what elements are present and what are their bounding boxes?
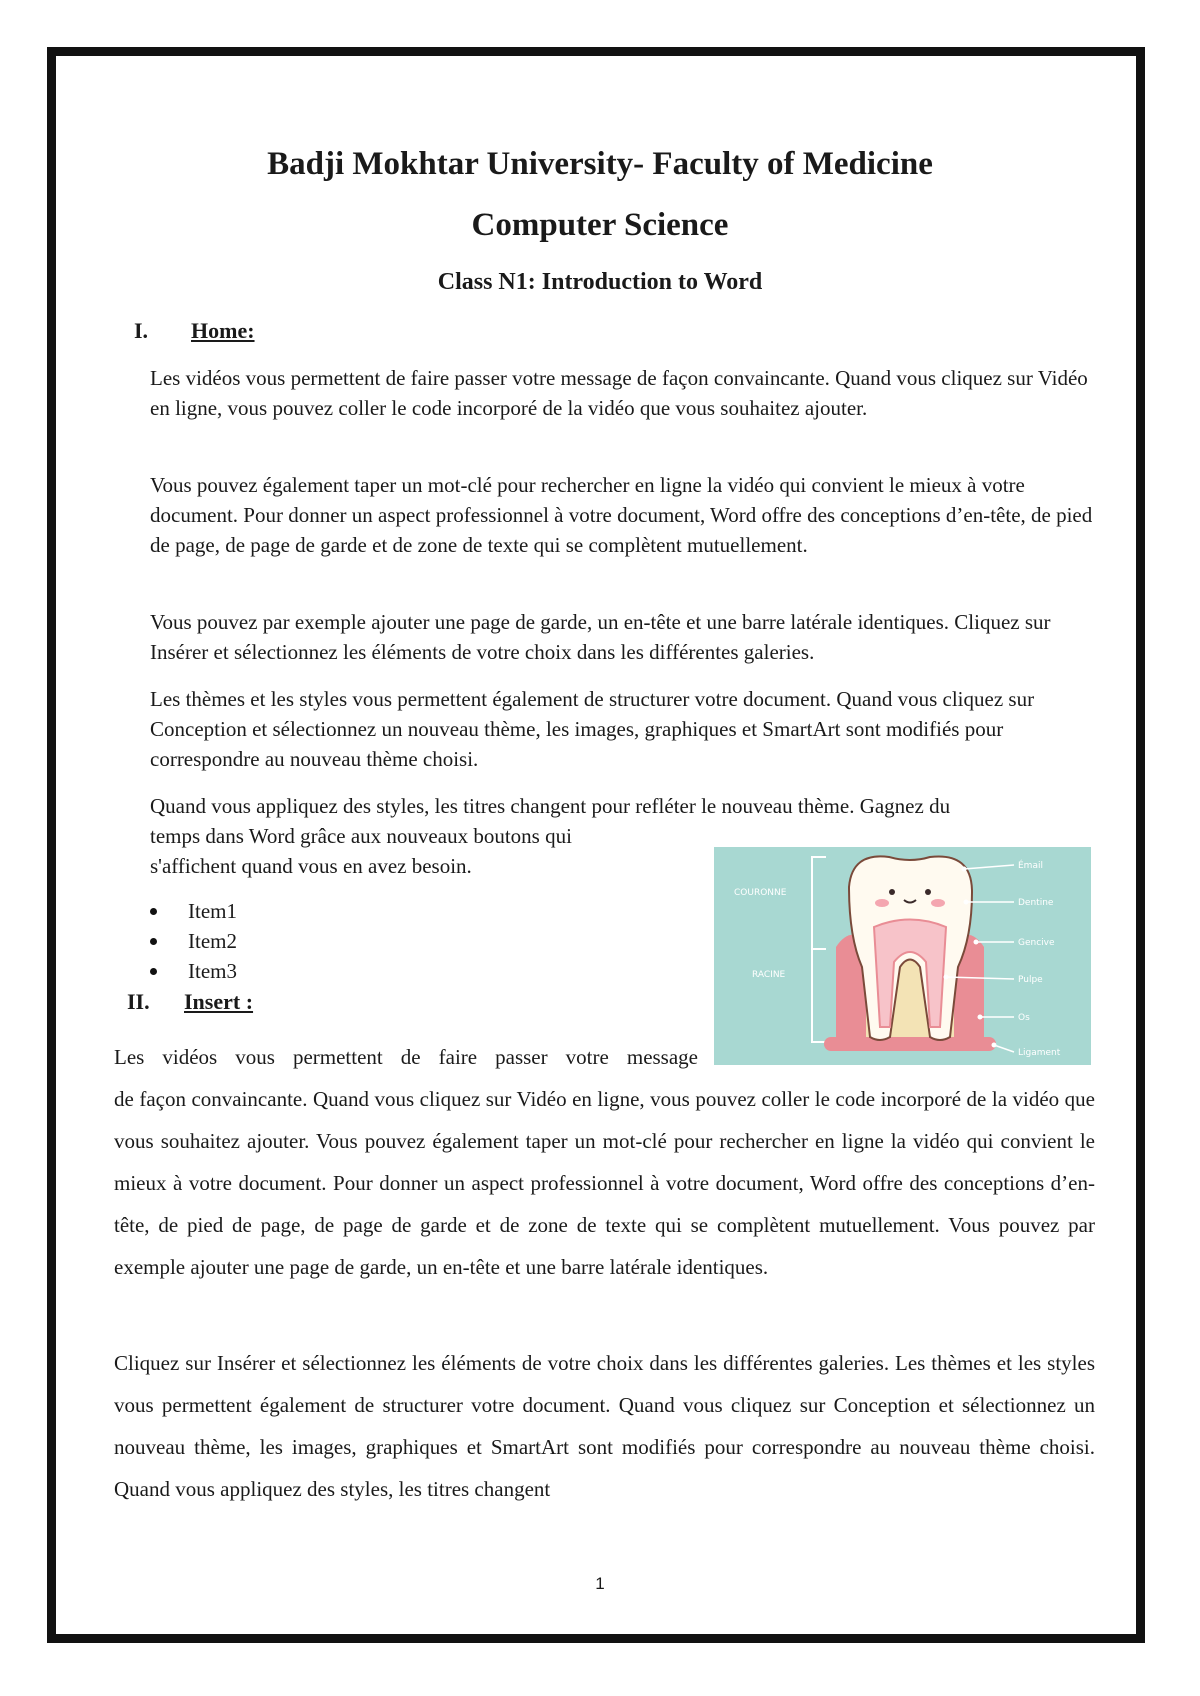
home-paragraph-4: Les thèmes et les styles vous permettent également de structurer votre document. Quand vous cliquez sur Conception et sélectionnez un nouveau thème, les images, graphiques et SmartArt sont modifiés pour correspondre au nouveau thème choisi.: [150, 687, 1035, 771]
tooth-anatomy-figure: [714, 847, 1091, 1065]
list-item-label: Item1: [188, 899, 237, 923]
gum-base: [824, 1037, 996, 1051]
bullet-icon: [150, 908, 157, 915]
list-item-label: Item3: [188, 959, 237, 983]
label-pulpe: Pulpe: [1018, 975, 1043, 985]
list-item: [148, 896, 237, 926]
label-email: Émail: [1018, 861, 1043, 871]
section-number: I.: [134, 318, 149, 343]
label-racine: RACINE: [752, 970, 786, 980]
page-number: 1: [595, 1574, 605, 1593]
home-paragraph-5-line-3: s'affichent quand vous en avez besoin.: [150, 854, 472, 878]
insert-paragraph-2: Cliquez sur Insérer et sélectionnez les éléments de votre choix dans les différentes galeries. Les thèmes et les styles vous permettent également de structurer votre document. Quand vous cliquez sur Conception et sélectionnez un nouveau thème, les images, graphiques et SmartArt sont modifiés pour correspondre au nouveau thème choisi. Quand vous appliquez des styles, les titres changent: [114, 1351, 1095, 1501]
label-couronne: COURONNE: [734, 888, 787, 898]
label-ligament: Ligament: [1018, 1048, 1061, 1058]
list-item: [148, 956, 237, 986]
document-subject: Computer Science: [471, 207, 729, 243]
bullet-icon: [150, 968, 157, 975]
class-title: Class N1: Introduction to Word: [437, 269, 763, 295]
label-gencive: Gencive: [1018, 938, 1055, 948]
home-paragraph-3: Vous pouvez par exemple ajouter une page de garde, un en-tête et une barre latérale identiques. Cliquez sur Insérer et sélectionnez les éléments de votre choix dans les différentes galeries.: [150, 610, 1051, 664]
eye-right-icon: [925, 889, 931, 895]
bullet-list: [148, 896, 237, 986]
document-title: Badji Mokhtar University- Faculty of Medicine: [267, 146, 933, 182]
section-title: Insert :: [184, 989, 254, 1014]
section-number: II.: [127, 989, 150, 1014]
insert-paragraph-1: de façon convaincante. Quand vous cliquez sur Vidéo en ligne, vous pouvez coller le code incorporé de la vidéo que vous souhaitez ajouter. Vous pouvez également taper un mot-clé pour rechercher en ligne la vidéo qui convient le mieux à votre document. Pour donner un aspect professionnel à votre document, Word offre des conceptions d’en-tête, de pied de page, de page de garde et de zone de texte qui se complètent mutuellement. Vous pouvez par exemple ajouter une page de garde, un en-tête et une barre latérale identiques.: [114, 1087, 1095, 1279]
home-paragraph-5-line-2: temps dans Word grâce aux nouveaux boutons qui: [150, 824, 572, 848]
label-os: Os: [1018, 1013, 1030, 1023]
list-item: [148, 926, 237, 956]
home-paragraph-1: Les vidéos vous permettent de faire passer votre message de façon convaincante. Quand vous cliquez sur Vidéo en ligne, vous pouvez coller le code incorporé de la vidéo que vous souhaitez ajouter.: [150, 366, 1088, 420]
bullet-icon: [150, 938, 157, 945]
cheek-right-icon: [931, 899, 945, 907]
list-item-label: Item2: [188, 929, 237, 953]
eye-left-icon: [889, 889, 895, 895]
home-paragraph-2: Vous pouvez également taper un mot-clé pour rechercher en ligne la vidéo qui convient le mieux à votre document. Pour donner un aspect professionnel à votre document, Word offre des conceptions d’en-tête, de pied de page, de page de garde et de zone de texte qui se complètent mutuellement.: [150, 473, 1093, 557]
section-title: Home:: [191, 318, 255, 343]
cheek-left-icon: [875, 899, 889, 907]
home-paragraph-5: Quand vous appliquez des styles, les titres changent pour refléter le nouveau thème. Gagnez du: [150, 794, 951, 818]
insert-paragraph-1-line-1: Les vidéos vous permettent de faire passer votre message: [114, 1045, 698, 1069]
label-dentine: Dentine: [1018, 898, 1054, 908]
